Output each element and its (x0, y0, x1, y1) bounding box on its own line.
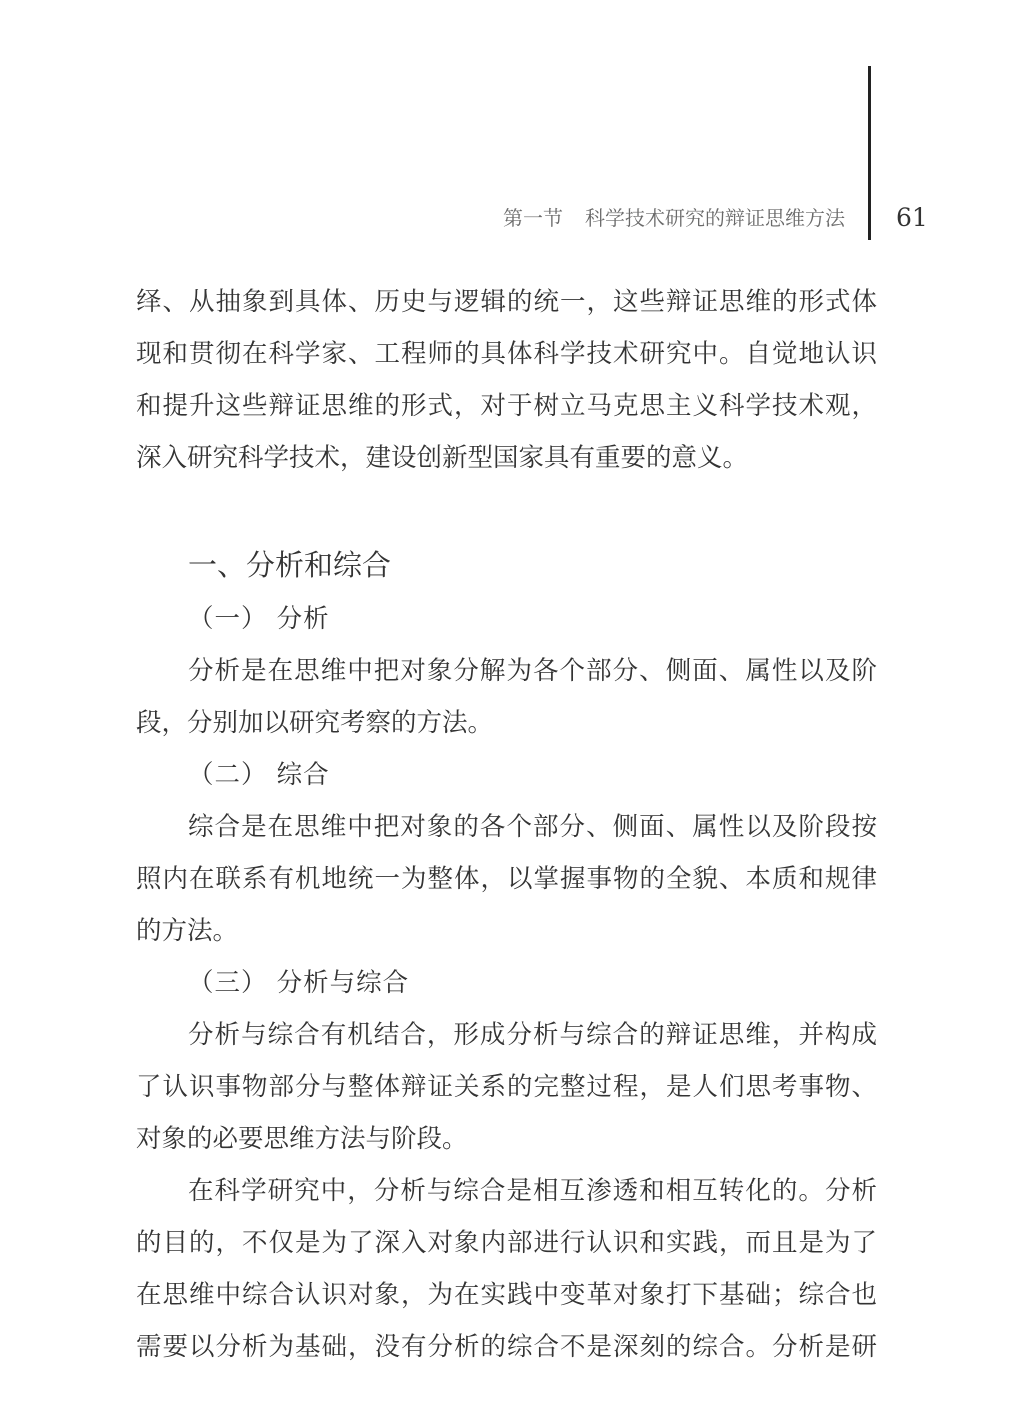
subsection-title-synthesis: （二） 综合 (188, 760, 330, 790)
chapter-title: 科学技术研究的辩证思维方法 (585, 206, 845, 230)
chapter-label: 第一节 (503, 206, 563, 230)
text-line: 了认识事物部分与整体辩证关系的完整过程，是人们思考事物、 (136, 1072, 877, 1102)
subsection-title-analysis: （一） 分析 (188, 604, 330, 634)
text-line: 和提升这些辩证思维的形式，对于树立马克思主义科学技术观， (136, 391, 877, 421)
text-line: 对象的必要思维方法与阶段。 (136, 1124, 468, 1154)
text-line: 需要以分析为基础，没有分析的综合不是深刻的综合。分析是研 (136, 1332, 877, 1362)
section-heading: 一、分析和综合 (188, 548, 392, 582)
text-line: 在科学研究中，分析与综合是相互渗透和相互转化的。分析 (188, 1176, 877, 1206)
text-line: 绎、从抽象到具体、历史与逻辑的统一，这些辩证思维的形式体 (136, 287, 877, 317)
text-line: 深入研究科学技术，建设创新型国家具有重要的意义。 (136, 443, 749, 473)
page-number: 61 (896, 203, 928, 232)
running-header (503, 203, 845, 233)
header-rule (868, 66, 871, 240)
subsection-title-analysis-synthesis: （三） 分析与综合 (188, 968, 410, 998)
text-line: 现和贯彻在科学家、工程师的具体科学技术研究中。自觉地认识 (136, 339, 877, 369)
text-line: 的目的，不仅是为了深入对象内部进行认识和实践，而且是为了 (136, 1228, 877, 1258)
text-line: 分析是在思维中把对象分解为各个部分、侧面、属性以及阶 (188, 656, 877, 686)
text-line: 综合是在思维中把对象的各个部分、侧面、属性以及阶段按 (188, 812, 877, 842)
text-line: 段，分别加以研究考察的方法。 (136, 708, 494, 738)
text-line: 在思维中综合认识对象，为在实践中变革对象打下基础；综合也 (136, 1280, 877, 1310)
text-line: 的方法。 (136, 916, 239, 946)
text-line: 照内在联系有机地统一为整体，以掌握事物的全貌、本质和规律 (136, 864, 877, 894)
text-line: 分析与综合有机结合，形成分析与综合的辩证思维，并构成 (188, 1020, 877, 1050)
body-text (136, 276, 877, 1373)
